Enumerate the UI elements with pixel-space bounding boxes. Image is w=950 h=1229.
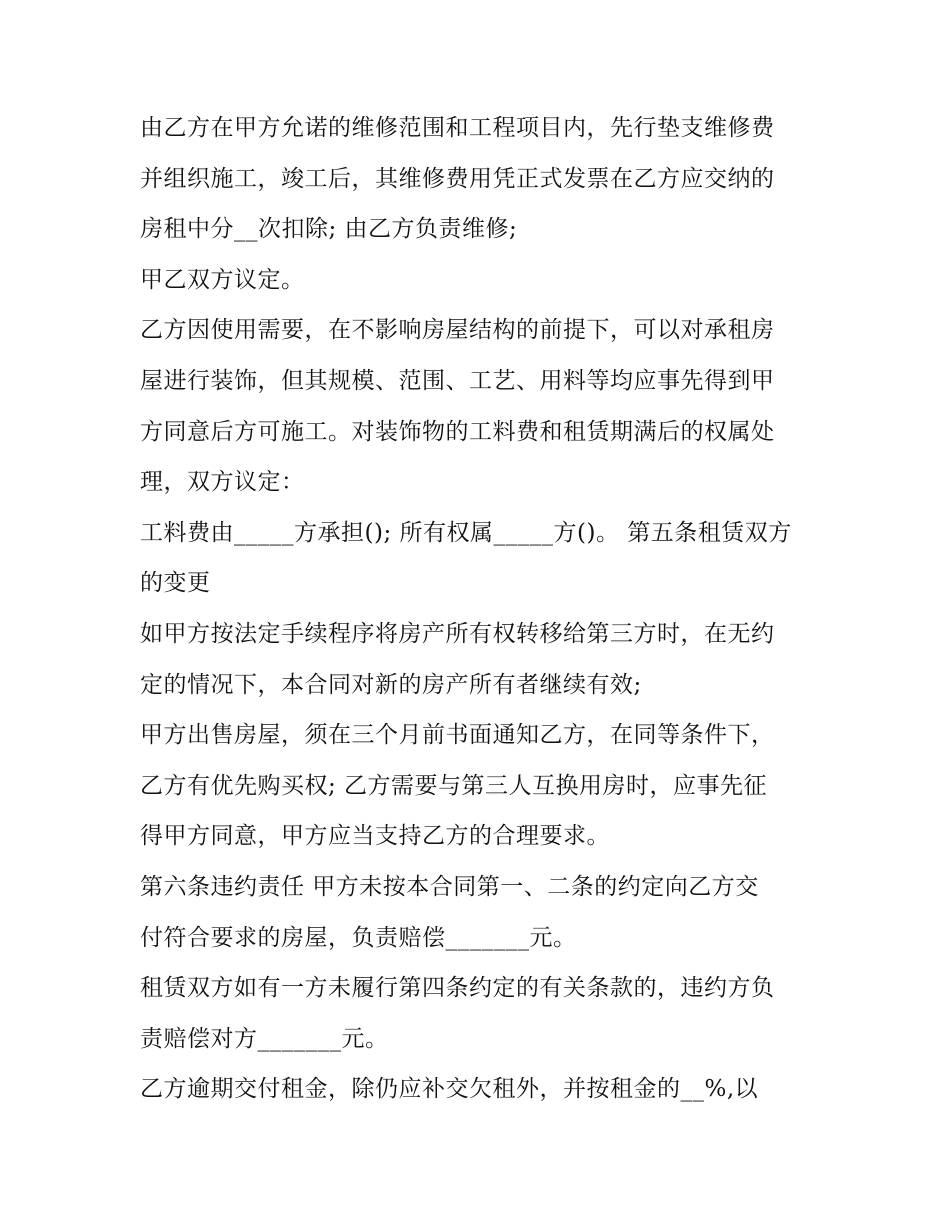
text-line: 乙方因使用需要，在不影响房屋结构的前提下，可以对承租房: [140, 317, 775, 344]
text-line: 并组织施工，竣工后，其维修费用凭正式发票在乙方应交纳的: [140, 165, 775, 192]
text-line: 理，双方议定：: [140, 469, 305, 496]
document-body: [140, 103, 820, 1115]
text-line: 由乙方在甲方允诺的维修范围和工程项目内，先行垫支维修费: [140, 115, 775, 141]
text-line: 乙方有优先购买权; 乙方需要与第三人互换用房时，应事先征: [140, 772, 768, 799]
text-line: 如甲方按法定手续程序将房产所有权转移给第三方时，在无约: [140, 620, 775, 647]
text-line: 方同意后方可施工。对装饰物的工料费和租赁期满后的权属处: [140, 418, 775, 445]
text-line: 第六条违约责任 甲方未按本合同第一、二条的约定向乙方交: [140, 873, 759, 900]
text-line: 工料费由_____方承担(); 所有权属_____方()。 第五条租赁双方: [140, 519, 792, 546]
text-line: 的变更: [140, 570, 211, 597]
text-line: 责赔偿对方_______元。: [140, 1025, 389, 1052]
text-line: 乙方逾期交付租金，除仍应补交欠租外，并按租金的__%,以: [140, 1076, 759, 1103]
text-line: 甲乙双方议定。: [140, 266, 305, 293]
text-line: 定的情况下，本合同对新的房产所有者继续有效;: [140, 671, 642, 698]
text-line: 付符合要求的房屋，负责赔偿_______元。: [140, 924, 577, 951]
text-line: 得甲方同意，甲方应当支持乙方的合理要求。: [140, 823, 610, 850]
text-line: 甲方出售房屋，须在三个月前书面通知乙方，在同等条件下，: [140, 722, 775, 749]
text-line: 房租中分__次扣除; 由乙方负责维修;: [140, 216, 518, 243]
text-line: 租赁双方如有一方未履行第四条约定的有关条款的，违约方负: [140, 975, 775, 1002]
text-line: 屋进行装饰，但其规模、范围、工艺、用料等均应事先得到甲: [140, 367, 775, 394]
